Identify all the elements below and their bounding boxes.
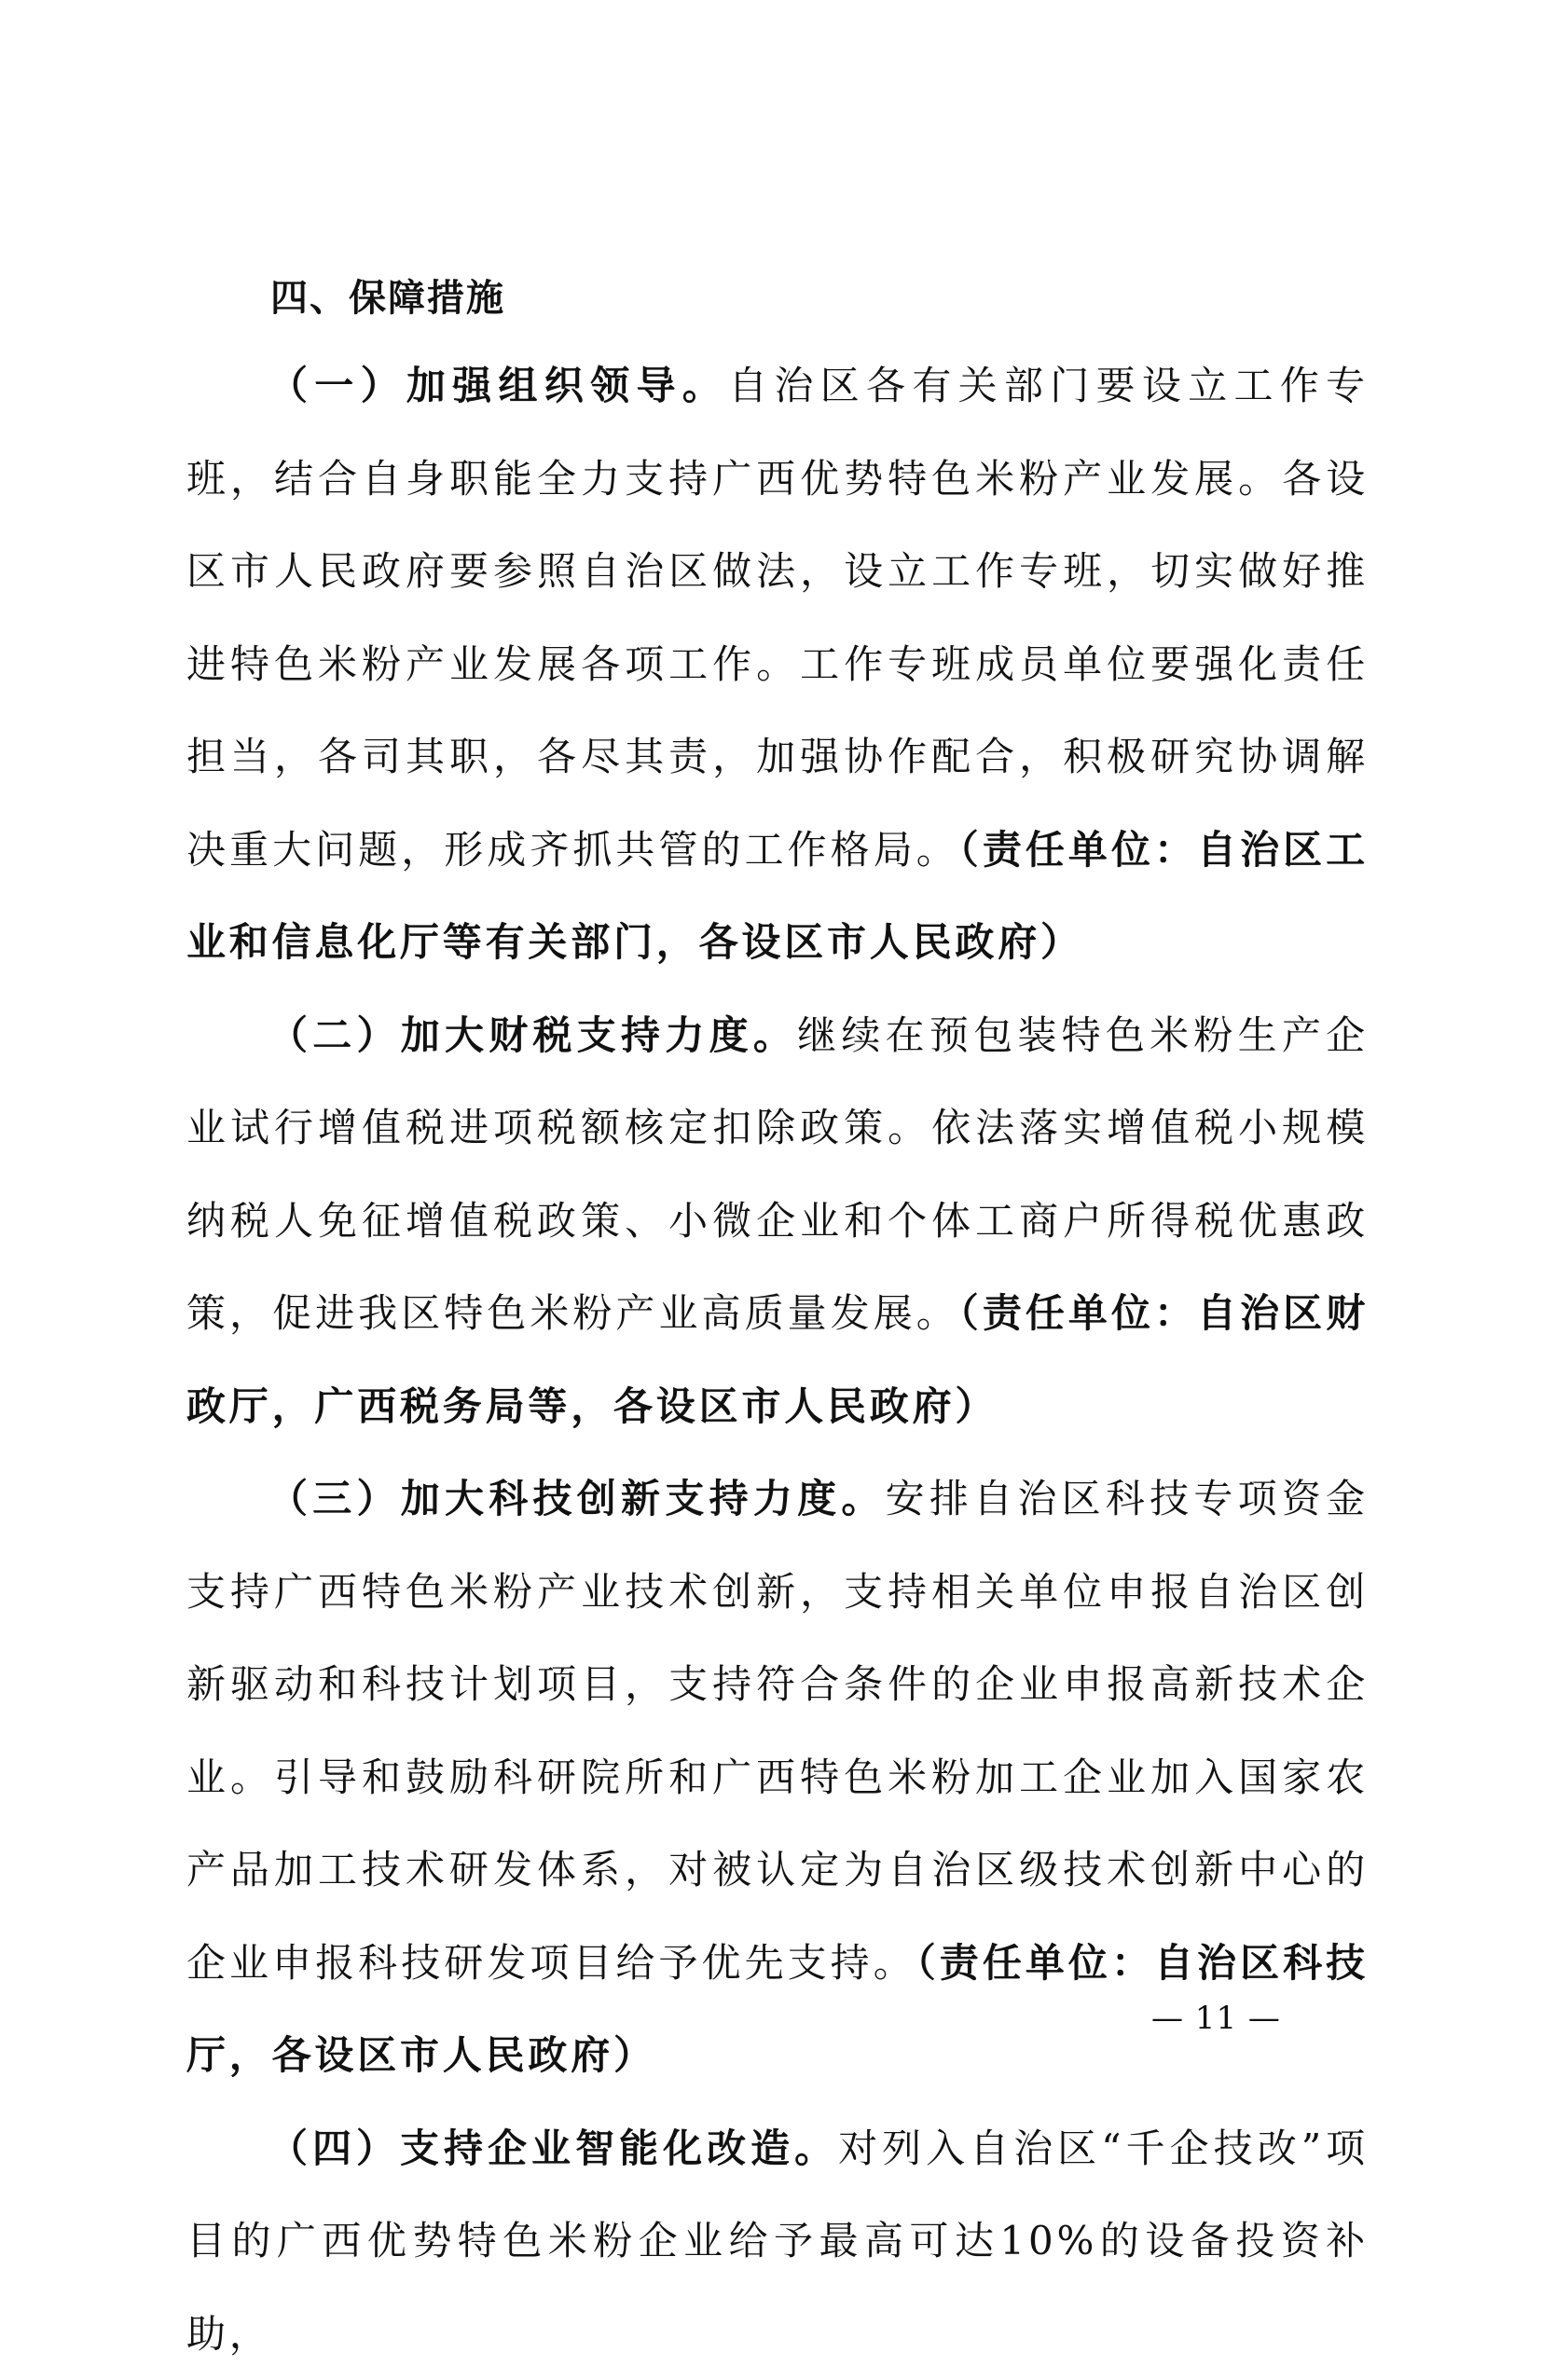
- section-heading: 四、保障措施: [270, 270, 505, 326]
- responsibility-note: （责任单位：自治区科技厅，各设区市人民政府）: [186, 1940, 1369, 2079]
- page-number: — 11 —: [1151, 2000, 1281, 2037]
- paragraph-lead: （二）加大财税支持力度。: [268, 1012, 797, 1058]
- responsibility-note: （责任单位：自治区财政厅，广西税务局等，各设区市人民政府）: [186, 1290, 1369, 1429]
- paragraph-text: 对列入自治区“千企技改”项目的广西优势特色米粉企业给予最高可达10%的设备投资补助，: [186, 2125, 1369, 2357]
- paragraph-fiscal-tax-support: [186, 989, 1369, 1453]
- paragraph-text: 安排自治区科技专项资金支持广西特色米粉产业技术创新，支持相关单位申报自治区创新驱动和科技计划项目，支持符合条件的企业申报高新技术企业。引导和鼓励科研院所和广西特色米粉加工企业加入国家农产品加工技术研发体系，对被认定为自治区级技术创新中心的企业申报科技研发项目给予优先支持。: [186, 1476, 1369, 1986]
- paragraph-intelligent-upgrade: [186, 2102, 1369, 2380]
- body-text: [186, 339, 1369, 2380]
- paragraph-lead: （三）加大科技创新支持力度。: [268, 1476, 886, 1521]
- paragraph-lead: （四）支持企业智能化改造。: [268, 2125, 838, 2171]
- paragraph-organization-leadership: [186, 339, 1369, 989]
- paragraph-text: 继续在预包装特色米粉生产企业试行增值税进项税额核定扣除政策。依法落实增值税小规模纳税人免征增值税政策、小微企业和个体工商户所得税优惠政策，促进我区特色米粉产业高质量发展。: [186, 1012, 1369, 1337]
- paragraph-lead: （一）加强组织领导。: [268, 363, 728, 408]
- responsibility-note: （责任单位：自治区工业和信息化厅等有关部门，各设区市人民政府）: [186, 827, 1369, 966]
- paragraph-text: 自治区各有关部门要设立工作专班，结合自身职能全力支持广西优势特色米粉产业发展。各设区市人民政府要参照自治区做法，设立工作专班，切实做好推进特色米粉产业发展各项工作。工作专班成员单位要强化责任担当，各司其职，各尽其责，加强协作配合，积极研究协调解决重大问题，形成齐抓共管的工作格局。: [186, 363, 1369, 873]
